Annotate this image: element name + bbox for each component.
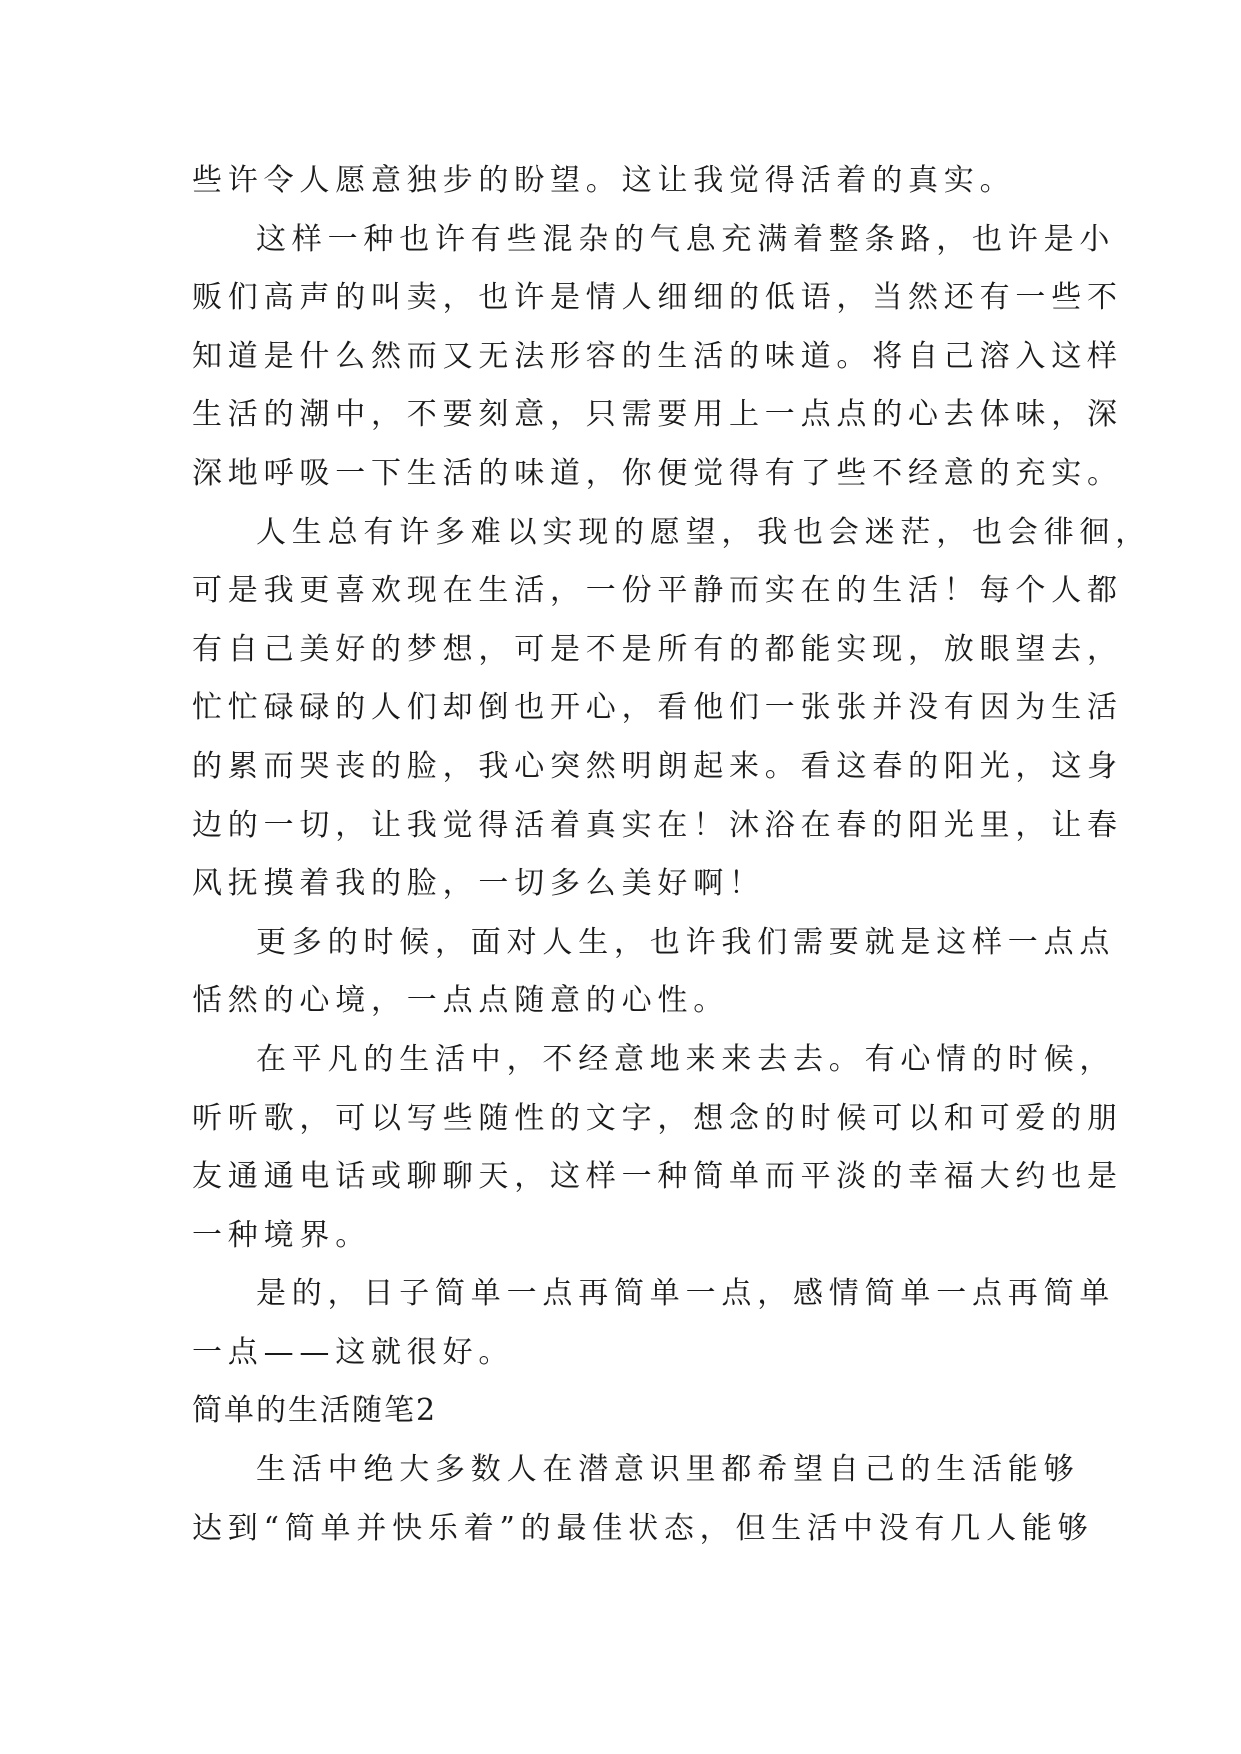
paragraph-line: 在平凡的生活中，不经意地来来去去。有心情的时候，: [256, 1041, 1116, 1077]
paragraph-line: 深地呼吸一下生活的味道，你便觉得有了些不经意的充实。: [192, 455, 1123, 491]
paragraph-line: 知道是什么然而又无法形容的生活的味道。将自己溶入这样: [192, 338, 1123, 374]
paragraph-line: 些许令人愿意独步的盼望。这让我觉得活着的真实。: [192, 163, 1016, 198]
paragraph-line: 可是我更喜欢现在生活，一份平静而实在的生活！每个人都: [192, 573, 1123, 609]
paragraph-line: 人生总有许多难以实现的愿望，我也会迷茫，也会徘徊，: [256, 514, 1151, 550]
paragraph-line: 边的一切，让我觉得活着真实在！沐浴在春的阳光里，让春: [192, 807, 1123, 843]
paragraph-line: 生活中绝大多数人在潜意识里都希望自己的生活能够: [256, 1452, 1080, 1488]
paragraph-line: 有自己美好的梦想，可是不是所有的都能实现，放眼望去，: [192, 631, 1123, 667]
paragraph-line: 友通通电话或聊聊天，这样一种简单而平淡的幸福大约也是: [192, 1159, 1123, 1195]
paragraph-line: 一点——这就很好。: [192, 1334, 515, 1370]
paragraph-line: 贩们高声的叫卖，也许是情人细细的低语，当然还有一些不: [192, 280, 1123, 316]
paragraph-line: 恬然的心境，一点点随意的心性。: [192, 983, 729, 1019]
paragraph-line: 的累而哭丧的脸，我心突然明朗起来。看这春的阳光，这身: [192, 748, 1123, 784]
paragraph-line: 忙忙碌碌的人们却倒也开心，看他们一张张并没有因为生活: [192, 690, 1123, 726]
section-heading: 简单的生活随笔2: [192, 1393, 438, 1429]
paragraph-line: 一种境界。: [192, 1217, 371, 1253]
paragraph-line: 更多的时候，面对人生，也许我们需要就是这样一点点: [256, 924, 1116, 960]
paragraph-line: 达到“简单并快乐着”的最佳状态，但生活中没有几人能够: [192, 1510, 1094, 1546]
paragraph-line: 风抚摸着我的脸，一切多么美好啊！: [192, 866, 765, 902]
paragraph-line: 这样一种也许有些混杂的气息充满着整条路，也许是小: [256, 221, 1116, 257]
body-text: [192, 152, 1151, 1558]
paragraph-line: 是的，日子简单一点再简单一点，感情简单一点再简单: [256, 1276, 1116, 1312]
paragraph-line: 生活的潮中，不要刻意，只需要用上一点点的心去体味，深: [192, 397, 1123, 433]
paragraph-line: 听听歌，可以写些随性的文字，想念的时候可以和可爱的朋: [192, 1100, 1123, 1136]
